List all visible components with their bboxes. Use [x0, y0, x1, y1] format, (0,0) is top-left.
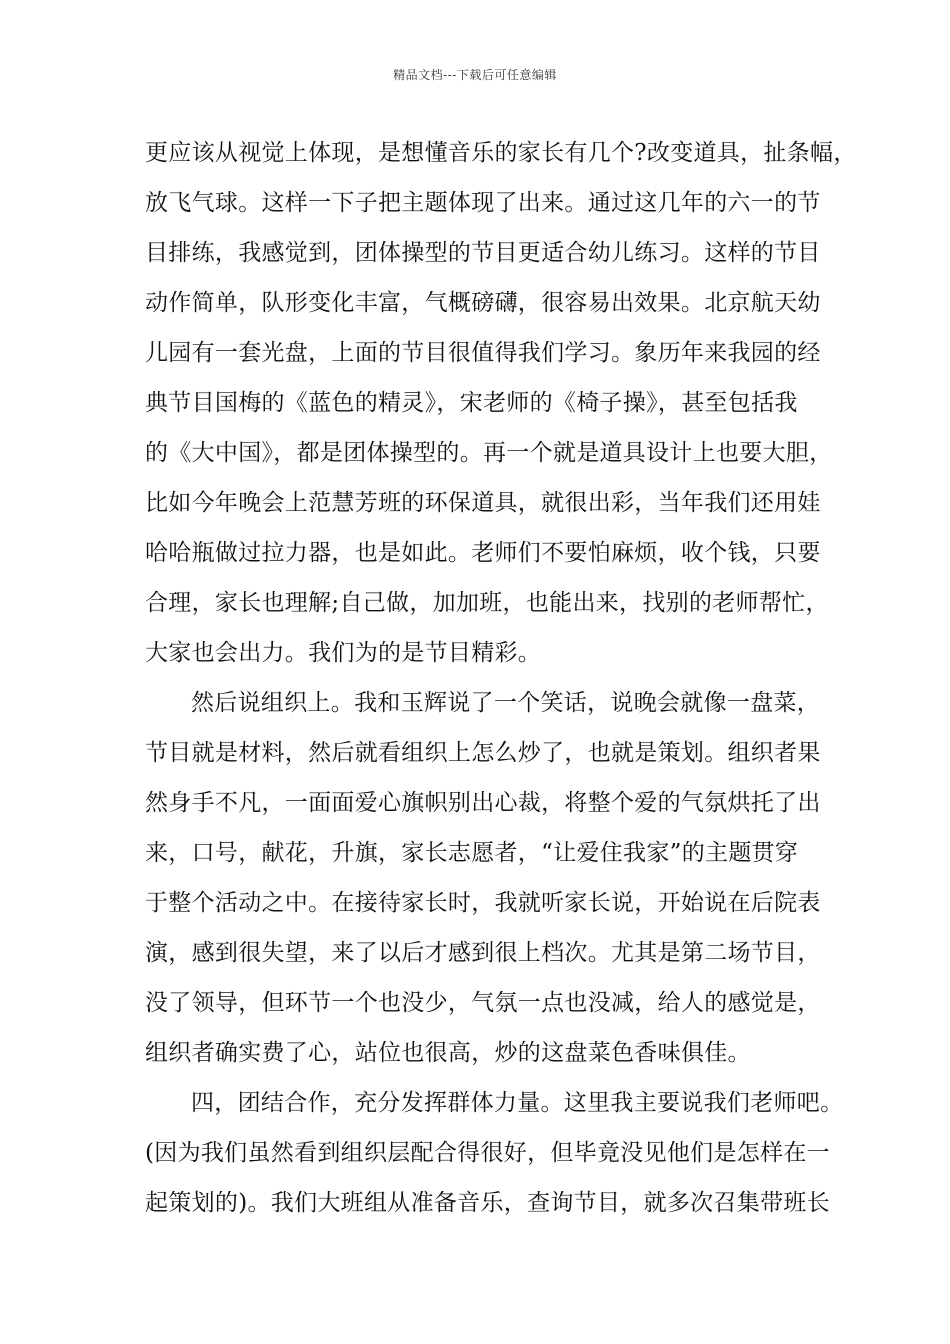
body-line: 然身手不凡，一面面爱心旗帜别出心裁，将整个爱的气氛烘托了出 [145, 790, 821, 816]
body-line: 比如今年晚会上范慧芳班的环保道具，就很出彩，当年我们还用娃 [145, 490, 821, 516]
paragraph-start-line: 然后说组织上。我和玉辉说了一个笑话，说晚会就像一盘菜， [191, 690, 821, 716]
body-line: 来，口号，献花，升旗，家长志愿者，“让爱住我家”的主题贯穿 [145, 840, 799, 866]
body-line: 动作简单，队形变化丰富，气概磅礴，很容易出效果。北京航天幼 [145, 290, 821, 316]
body-line: 典节目国梅的《蓝色的精灵》，宋老师的《椅子操》，甚至包括我 [145, 390, 798, 416]
body-line: 目排练，我感觉到，团体操型的节目更适合幼儿练习。这样的节目 [145, 240, 821, 266]
body-line: 合理，家长也理解;自己做，加加班，也能出来，找别的老师帮忙， [145, 590, 829, 616]
body-line: 大家也会出力。我们为的是节目精彩。 [145, 640, 542, 666]
body-line: 儿园有一套光盘，上面的节目很值得我们学习。象历年来我园的经 [145, 340, 821, 366]
paragraph-start-line: 四，团结合作，充分发挥群体力量。这里我主要说我们老师吧。 [191, 1090, 844, 1116]
body-line: 节目就是材料，然后就看组织上怎么炒了，也就是策划。组织者果 [145, 740, 821, 766]
document-body [145, 128, 857, 1228]
body-line: 更应该从视觉上体现，是想懂音乐的家长有几个?改变道具，扯条幅， [145, 140, 857, 166]
body-line: 哈哈瓶做过拉力器，也是如此。老师们不要怕麻烦，收个钱，只要 [145, 540, 821, 566]
body-line: 于整个活动之中。在接待家长时，我就听家长说，开始说在后院表 [145, 890, 821, 916]
body-line: 组织者确实费了心，站位也很高，炒的这盘菜色香味俱佳。 [145, 1040, 751, 1066]
body-line: 起策划的)。我们大班组从准备音乐，查询节目，就多次召集带班长 [145, 1190, 830, 1216]
page-header: 精品文档---下载后可任意编辑 [393, 68, 557, 82]
body-line: 没了领导，但环节一个也没少，气氛一点也没减，给人的感觉是， [145, 990, 821, 1016]
body-line: 演，感到很失望，来了以后才感到很上档次。尤其是第二场节目， [145, 940, 821, 966]
body-line: (因为我们虽然看到组织层配合得很好，但毕竟没见他们是怎样在一 [145, 1140, 830, 1166]
body-line: 放飞气球。这样一下子把主题体现了出来。通过这几年的六一的节 [145, 190, 821, 216]
body-line: 的《大中国》，都是团体操型的。再一个就是道具设计上也要大胆， [145, 440, 833, 466]
